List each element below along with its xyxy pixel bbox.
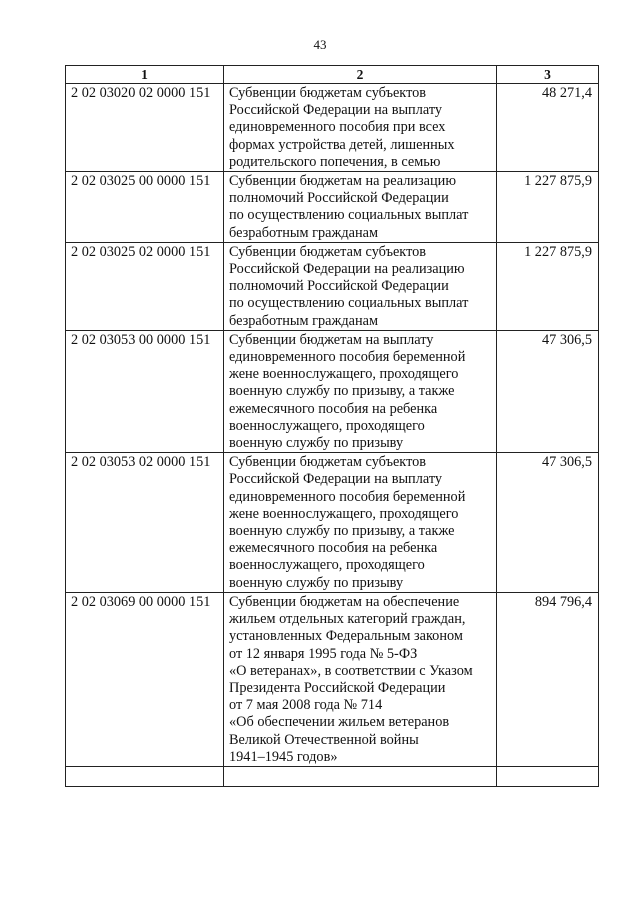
description-cell — [224, 592, 497, 766]
description-line: жене военнослужащего, проходящего — [229, 505, 459, 522]
description-line: единовременного пособия при всех — [229, 119, 446, 136]
description-line: ежемесячного пособия на ребенка — [229, 540, 438, 557]
budget-code-cell: 2 02 03069 00 0000 151 — [66, 592, 224, 766]
description-line: полномочий Российской Федерации — [229, 278, 449, 295]
description-line: Субвенции бюджетам на выплату — [229, 331, 434, 348]
empty-cell — [66, 766, 224, 786]
description-line: от 12 января 1995 года № 5-ФЗ — [229, 645, 418, 662]
description-line: Субвенции бюджетам на обеспечение — [229, 593, 460, 610]
budget-code-cell: 2 02 03053 00 0000 151 — [66, 330, 224, 452]
description-line: «О ветеранах», в соответствии с Указом — [229, 662, 473, 679]
description-line: жильем отдельных категорий граждан, — [229, 611, 466, 628]
budget-code-cell: 2 02 03053 02 0000 151 — [66, 453, 224, 593]
description-line: Субвенции бюджетам субъектов — [229, 454, 427, 471]
budget-code-cell: 2 02 03025 02 0000 151 — [66, 242, 224, 330]
description-line: военную службу по призыву — [229, 574, 404, 591]
amount-cell: 1 227 875,9 — [497, 172, 599, 243]
description-line: по осуществлению социальных выплат — [229, 207, 469, 224]
empty-cell — [224, 766, 497, 786]
description-line: от 7 мая 2008 года № 714 — [229, 697, 383, 714]
table-row — [66, 172, 599, 243]
description-line: полномочий Российской Федерации — [229, 190, 449, 207]
description-line: ежемесячного пособия на ребенка — [229, 400, 438, 417]
description-line: установленных Федеральным законом — [229, 628, 463, 645]
description-line: «Об обеспечении жильем ветеранов — [229, 714, 450, 731]
budget-code-cell: 2 02 03025 00 0000 151 — [66, 172, 224, 243]
description-cell — [224, 453, 497, 593]
empty-cell — [497, 766, 599, 786]
description-line: военную службу по призыву, а также — [229, 523, 455, 540]
description-cell — [224, 242, 497, 330]
table-row — [66, 592, 599, 766]
description-line: Президента Российской Федерации — [229, 679, 446, 696]
description-line: военнослужащего, проходящего — [229, 417, 425, 434]
description-line: Российской Федерации на выплату — [229, 471, 443, 488]
table-header-row — [66, 66, 599, 84]
description-line: единовременного пособия беременной — [229, 488, 466, 505]
column-header-amount: 3 — [497, 66, 599, 84]
description-line: безработным гражданам — [229, 224, 379, 241]
description-cell — [224, 84, 497, 172]
description-line: безработным гражданам — [229, 312, 379, 329]
column-header-code: 1 — [66, 66, 224, 84]
amount-cell: 47 306,5 — [497, 453, 599, 593]
description-cell — [224, 330, 497, 452]
description-line: 1941–1945 годов» — [229, 748, 338, 765]
description-line: Субвенции бюджетам на реализацию — [229, 173, 457, 190]
budget-code-cell: 2 02 03020 02 0000 151 — [66, 84, 224, 172]
amount-cell: 47 306,5 — [497, 330, 599, 452]
description-line: военную службу по призыву — [229, 435, 404, 452]
description-line: формах устройства детей, лишенных — [229, 136, 455, 153]
table-row — [66, 330, 599, 452]
table-row-empty — [66, 766, 599, 786]
description-line: жене военнослужащего, проходящего — [229, 366, 459, 383]
amount-cell: 894 796,4 — [497, 592, 599, 766]
description-line: Великой Отечественной войны — [229, 731, 419, 748]
amount-cell: 1 227 875,9 — [497, 242, 599, 330]
column-header-name: 2 — [224, 66, 497, 84]
budget-table — [65, 65, 599, 787]
table-row — [66, 84, 599, 172]
page-number: 43 — [313, 37, 327, 52]
description-line: Российской Федерации на выплату — [229, 102, 443, 119]
description-line: по осуществлению социальных выплат — [229, 295, 469, 312]
description-line: Субвенции бюджетам субъектов — [229, 85, 427, 101]
amount-cell: 48 271,4 — [497, 84, 599, 172]
description-cell — [224, 172, 497, 243]
table-row — [66, 453, 599, 593]
description-line: родительского попечения, в семью — [229, 153, 441, 170]
description-line: военную службу по призыву, а также — [229, 383, 455, 400]
description-line: Российской Федерации на реализацию — [229, 261, 465, 278]
description-line: Субвенции бюджетам субъектов — [229, 243, 427, 260]
description-line: военнослужащего, проходящего — [229, 557, 425, 574]
table-row — [66, 242, 599, 330]
description-line: единовременного пособия беременной — [229, 349, 466, 366]
